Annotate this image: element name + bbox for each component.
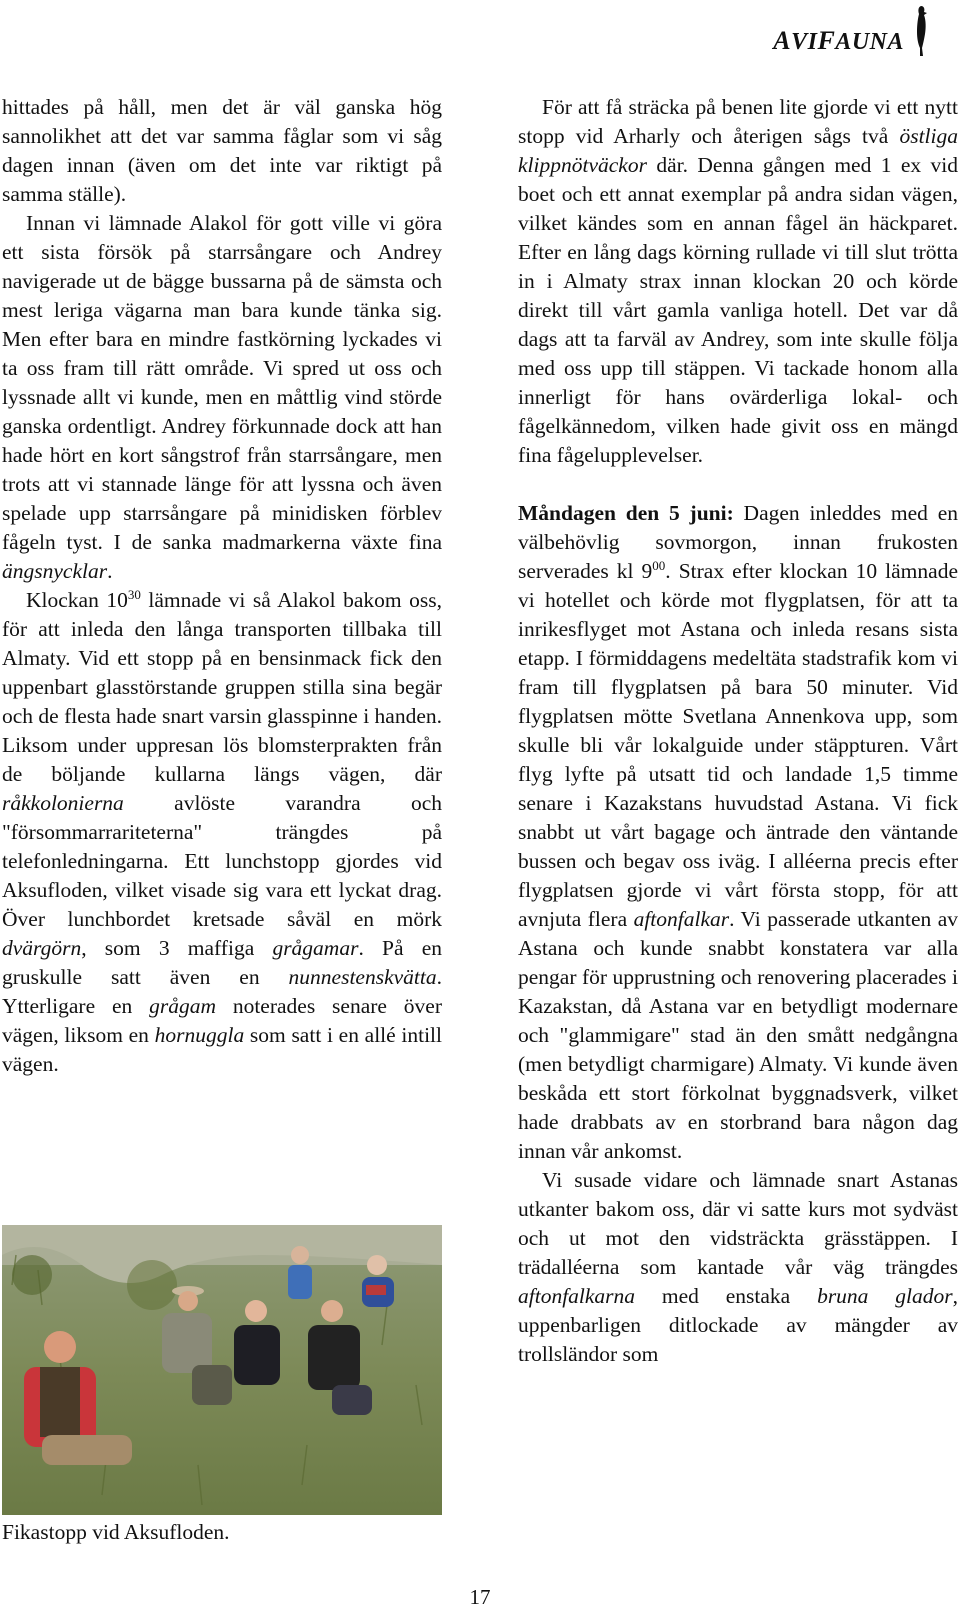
text-run: hittades på håll, men det är väl ganska hög sannolikhet att det var samma fåglar som vi såg dagen innan (även om det inte var riktigt på samma ställe). xyxy=(2,95,442,206)
text-run: Dagen inleddes med en välbehövlig sovmorgon, innan frukosten serverades kl 9 xyxy=(518,501,958,583)
species-name: nunnestenskvätta xyxy=(288,965,437,989)
page-number: 17 xyxy=(469,1585,491,1609)
species-name: grågamar xyxy=(272,936,359,960)
text-run: Vi susade vidare och lämnade snart Astanas utkanter bakom oss, där vi satte kurs mot sydväst och ut mot den vidsträckta grässtäppen. I trädalléerna som kantade vår väg trängdes xyxy=(518,1168,958,1279)
photo-caption: Fikastopp vid Aksufloden. xyxy=(2,1520,230,1544)
paragraph xyxy=(2,586,442,1079)
species-name: grågam xyxy=(149,994,216,1018)
paragraph xyxy=(2,209,442,586)
left-column xyxy=(2,93,442,1079)
text-run: noterades senare över vägen, liksom en xyxy=(2,994,442,1047)
species-name: bruna glador xyxy=(817,1284,953,1308)
text-run: För att få sträcka på benen lite gjorde vi ett nytt stopp vid Arharly och återigen sågs två xyxy=(518,95,958,148)
species-name: aftonfalkarna xyxy=(518,1284,636,1308)
species-name: aftonfalkar xyxy=(633,907,730,931)
text-run: med enstaka xyxy=(635,1284,818,1308)
group-photo xyxy=(2,1225,442,1515)
species-name: dvärgörn xyxy=(2,936,82,960)
bird-silhouette-icon xyxy=(910,4,932,58)
paragraph xyxy=(2,93,442,209)
text-run: där. Denna gången med 1 ex vid boet och ett annat exemplar på andra sidan vägen, vilket kändes som en annan fågel än häckparet. Efter en lång dags körning rullade vi till slut trötta in i Almaty strax innan klockan 20 och körde direkt till vårt gamla vanliga hotell. Det var då dags att ta farväl av Andrey, som inte skulle följa med oss upp till stäppen. Vi tackade honom alla innerligt för hans ovärderliga lokal- och fågelkännedom, vilken hade givit oss en mängd fina fågelupplevelser. xyxy=(518,153,958,467)
paragraph xyxy=(518,1166,958,1369)
paragraph xyxy=(518,499,958,1166)
superscript-text: 00 xyxy=(652,557,666,573)
avifauna-logo: AVIFAUNA xyxy=(773,26,904,55)
date-heading: Måndagen den 5 juni: xyxy=(518,501,734,525)
species-name: östliga klippnötväckor xyxy=(518,124,958,177)
species-name: råkkolonierna xyxy=(2,791,124,815)
paragraph xyxy=(518,93,958,470)
text-run: . xyxy=(107,559,113,583)
header xyxy=(773,4,932,58)
paragraph-spacer xyxy=(518,470,958,499)
text-run: avlöste varandra och "försommarrariteterna" trängdes på telefonledningarna. Ett lunchstopp gjordes vid Aksufloden, vilket visade sig vara ett lyckat drag. Över lunchbordet kretsade såväl en mörk xyxy=(2,791,442,931)
species-name: ängsnycklar xyxy=(2,559,108,583)
species-name: hornuggla xyxy=(154,1023,245,1047)
text-run: . På en gruskulle satt även en xyxy=(2,936,443,989)
text-run: , uppenbarligen ditlockade av mängder av trollsländor som xyxy=(518,1284,958,1366)
text-run: , som 3 maffiga xyxy=(81,936,273,960)
right-column xyxy=(518,93,958,1369)
text-run: . Ytterligare en xyxy=(2,965,442,1018)
text-run: som satt i en allé intill vägen. xyxy=(2,1023,442,1076)
text-run: . Vi passerade utkanten av Astana och kunde snabbt konstatera var alla pengar för upprustning och renovering placerades i Kazakstan, då Astana var en betydligt modernare och "glammigare" stad än den smått nedgångna (men betydligt charmigare) Almaty. Vi kunde även beskåda ett stort förkolnat byggnadsverk, vilket hade drabbats av en storbrand bara någon dag innan vår ankomst. xyxy=(518,907,958,1163)
text-run: lämnade vi så Alakol bakom oss, för att inleda den långa transporten tillbaka till Almaty. Vid ett stopp på en bensinmack fick den uppenbart glasstörstande gruppen stilla sina begär och de flesta hade snart varsin glasspinne i handen. Liksom under uppresan lös blomsterprakten från de böljande kullarna längs vägen, där xyxy=(2,588,443,786)
text-run: . Strax efter klockan 10 lämnade vi hotellet och körde mot flygplatsen, för att ta inrikesflyget mot Astana och inleda resans sista etapp. I förmiddagens medeltäta stadstrafik kom vi fram till flygplatsen på bara 50 minuter. Vid flygplatsen mötte Svetlana Annenkova upp, som skulle bli vår lokalguide under stäppturen. Vårt flyg lyfte på utsatt tid och landade 1,5 timme senare i Kazakstans huvudstad Astana. Vi fick snabbt ut vårt bagage och äntrade den väntande bussen och begav oss iväg. I alléerna precis efter flygplatsen gjorde vi vårt första stopp, för att avnjuta flera xyxy=(518,559,958,931)
text-run: Klockan 10 xyxy=(26,588,128,612)
photo-illustration xyxy=(2,1225,442,1515)
superscript-text: 30 xyxy=(127,586,141,602)
text-run: Innan vi lämnade Alakol för gott ville vi göra ett sista försök på starrsångare och Andrey navigerade ut de bägge bussarna på de sämsta och mest leriga vägarna man bara kunde tänka sig. Men efter bara en mindre fastkörning lyckades vi ta oss fram till rätt område. Vi spred ut oss och lyssnade allt vi kunde, men en måttlig vind störde ganska ordentligt. Andrey förkunnade dock att han hade hört en kort sångstrof från starrsångare, men trots att vi stannade länge för att lyssna och även spelade upp starrsångare på minidisken förblev fågeln tyst. I de sanka madmarkerna växte fina xyxy=(2,211,442,554)
